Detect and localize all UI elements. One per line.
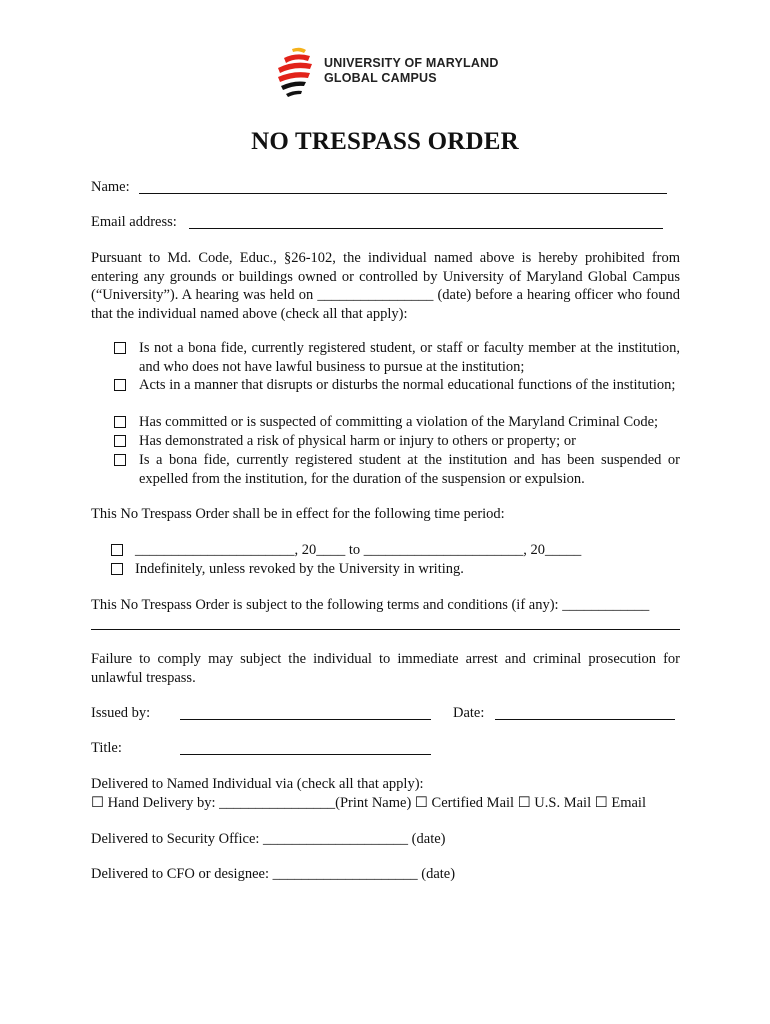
delivery-heading: Delivered to Named Individual via (check all that apply): <box>91 776 424 792</box>
finding-3: Has committed or is suspected of committing a violation of the Maryland Criminal Code; <box>139 414 659 430</box>
umgc-logo <box>272 44 522 98</box>
issued-date-label: Date: <box>453 705 485 721</box>
delivered-cfo: Delivered to CFO or designee: ____________________ (date) <box>91 866 456 882</box>
finding-checkbox-5[interactable] <box>114 454 126 466</box>
terms-text: This No Trespass Order is subject to the following terms and conditions (if any): ____________ <box>91 597 650 613</box>
delivery-options: ☐ Hand Delivery by: ________________(Print Name) ☐ Certified Mail ☐ U.S. Mail ☐ Email <box>91 795 646 811</box>
title-label: Title: <box>91 740 122 756</box>
title-input-line[interactable] <box>180 754 431 755</box>
logo-wordmark <box>324 56 499 86</box>
terms-input-line[interactable] <box>91 629 680 630</box>
finding-4: Has demonstrated a risk of physical harm or injury to others or property; or <box>139 433 576 449</box>
period-indefinite-checkbox[interactable] <box>111 563 123 575</box>
intro-paragraph: Pursuant to Md. Code, Educ., §26-102, the individual named above is hereby prohibited from entering any grounds or buildings owned or controlled by University of Maryland Global Campus (“University”). A hearing was held on ________________ (date) before a hearing officer who found that the individual named above (check all that apply): <box>91 250 680 322</box>
period-range-checkbox[interactable] <box>111 544 123 556</box>
finding-checkbox-4[interactable] <box>114 435 126 447</box>
finding-1: Is not a bona fide, currently registered student, or staff or faculty member at the institution, and who does not have lawful business to pursue at the institution; <box>139 340 680 375</box>
page-title: NO TRESPASS ORDER <box>251 128 519 155</box>
finding-5: Is a bona fide, currently registered student at the institution and has been suspended or expelled from the institution, for the duration of the suspension or expulsion. <box>139 452 680 487</box>
finding-2: Acts in a manner that disrupts or disturbs the normal educational functions of the institution; <box>139 377 676 393</box>
umgc-logo-mark-icon <box>272 44 322 98</box>
period-indefinite: Indefinitely, unless revoked by the University in writing. <box>135 561 464 577</box>
finding-checkbox-1[interactable] <box>114 342 126 354</box>
logo-line-1: UNIVERSITY OF MARYLAND <box>324 56 499 70</box>
issued-by-input-line[interactable] <box>180 719 431 720</box>
logo-line-2: GLOBAL CAMPUS <box>324 71 437 85</box>
email-input-line[interactable] <box>189 228 663 229</box>
warning-paragraph: Failure to comply may subject the individual to immediate arrest and criminal prosecution for unlawful trespass. <box>91 651 680 686</box>
finding-checkbox-2[interactable] <box>114 379 126 391</box>
finding-checkbox-3[interactable] <box>114 416 126 428</box>
period-range: ______________________, 20____ to ______________________, 20_____ <box>135 542 582 558</box>
issued-by-label: Issued by: <box>91 705 151 721</box>
delivered-security: Delivered to Security Office: ____________________ (date) <box>91 831 446 847</box>
email-label: Email address: <box>91 214 177 230</box>
name-input-line[interactable] <box>139 193 667 194</box>
issued-date-input-line[interactable] <box>495 719 675 720</box>
period-intro: This No Trespass Order shall be in effect for the following time period: <box>91 506 505 522</box>
name-label: Name: <box>91 179 130 195</box>
